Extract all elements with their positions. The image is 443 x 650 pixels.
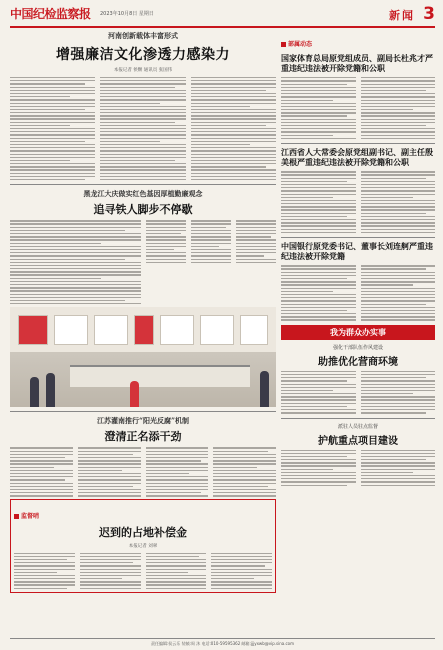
right-headline-1[interactable]: 国家体育总局原党组成员、副局长杜兆才严重违纪违法被开除党籍和公职 [281,53,433,73]
newspaper-brand: 中国纪检监察报 [10,7,91,21]
right-body-3 [281,264,435,320]
masthead [10,4,435,26]
masthead-rule [10,26,435,28]
story3-kicker: 江苏灌南推行“阳光反腐”机制 [96,416,190,426]
left-column [10,31,276,593]
story2-kicker: 黑龙江大庆做实红色基因厚植勤廉观念 [83,189,203,199]
section-divider [10,184,276,185]
story3-headline[interactable]: 澄清正名添干劲 [104,430,182,444]
story4-headline[interactable]: 迟到的占地补偿金 [99,525,187,539]
lead-headline[interactable]: 增强廉洁文化渗透力感染力 [56,47,230,63]
issue-date: 2023年10月8日 星期日 [100,11,154,17]
story4-body [14,552,272,589]
right-divider [281,237,435,238]
story6-headline[interactable]: 护航重点项目建设 [318,435,398,447]
story3-body [10,446,276,496]
right-divider [281,418,435,419]
story5-headline[interactable]: 助推优化营商环境 [318,356,398,368]
department-news-tag: 部属动态 [281,39,312,48]
right-headline-3[interactable]: 中国银行原党委书记、董事长刘连舸严重违纪违法被开除党籍 [281,241,433,261]
watchpost-tag: 监督哨 [14,511,39,520]
service-banner: 我为群众办实事 [281,325,435,340]
story2-headline[interactable]: 追寻铁人脚步不停歇 [93,203,193,217]
right-column [281,31,435,486]
story6-body [281,449,435,486]
watchpost-box [10,499,276,593]
page-footer: 责任编辑:侯云乐 装帧:周 沐 电话:010-59595362 邮箱:jjjyxwb@vip.sina.com [10,638,435,648]
right-body-2 [281,170,435,233]
story5-body [281,370,435,414]
story5-kicker: 强化干部队伍作风建设 [332,344,383,351]
story6-kicker: 派驻人员驻点监督 [337,423,378,430]
watchpost-icon [14,514,19,519]
page-number: 3 [423,4,435,24]
right-headline-2[interactable]: 江西省人大常委会原党组副书记、副主任殷美根严重违纪违法被开除党籍和公职 [281,147,433,167]
lead-kicker: 河南创新载体丰富形式 [108,31,178,40]
section-name: 新闻 [389,9,415,22]
department-news-icon [281,42,286,47]
right-body-1 [281,76,435,139]
section-divider [10,411,276,412]
right-divider [281,143,435,144]
story4-byline: 本报记者 刘翠 [128,543,158,549]
exhibition-photo [10,307,276,407]
lead-byline: 本报记者 侯颗 通讯员 张国伟 [113,68,173,73]
story2-body [10,219,276,304]
lead-body [10,76,276,180]
